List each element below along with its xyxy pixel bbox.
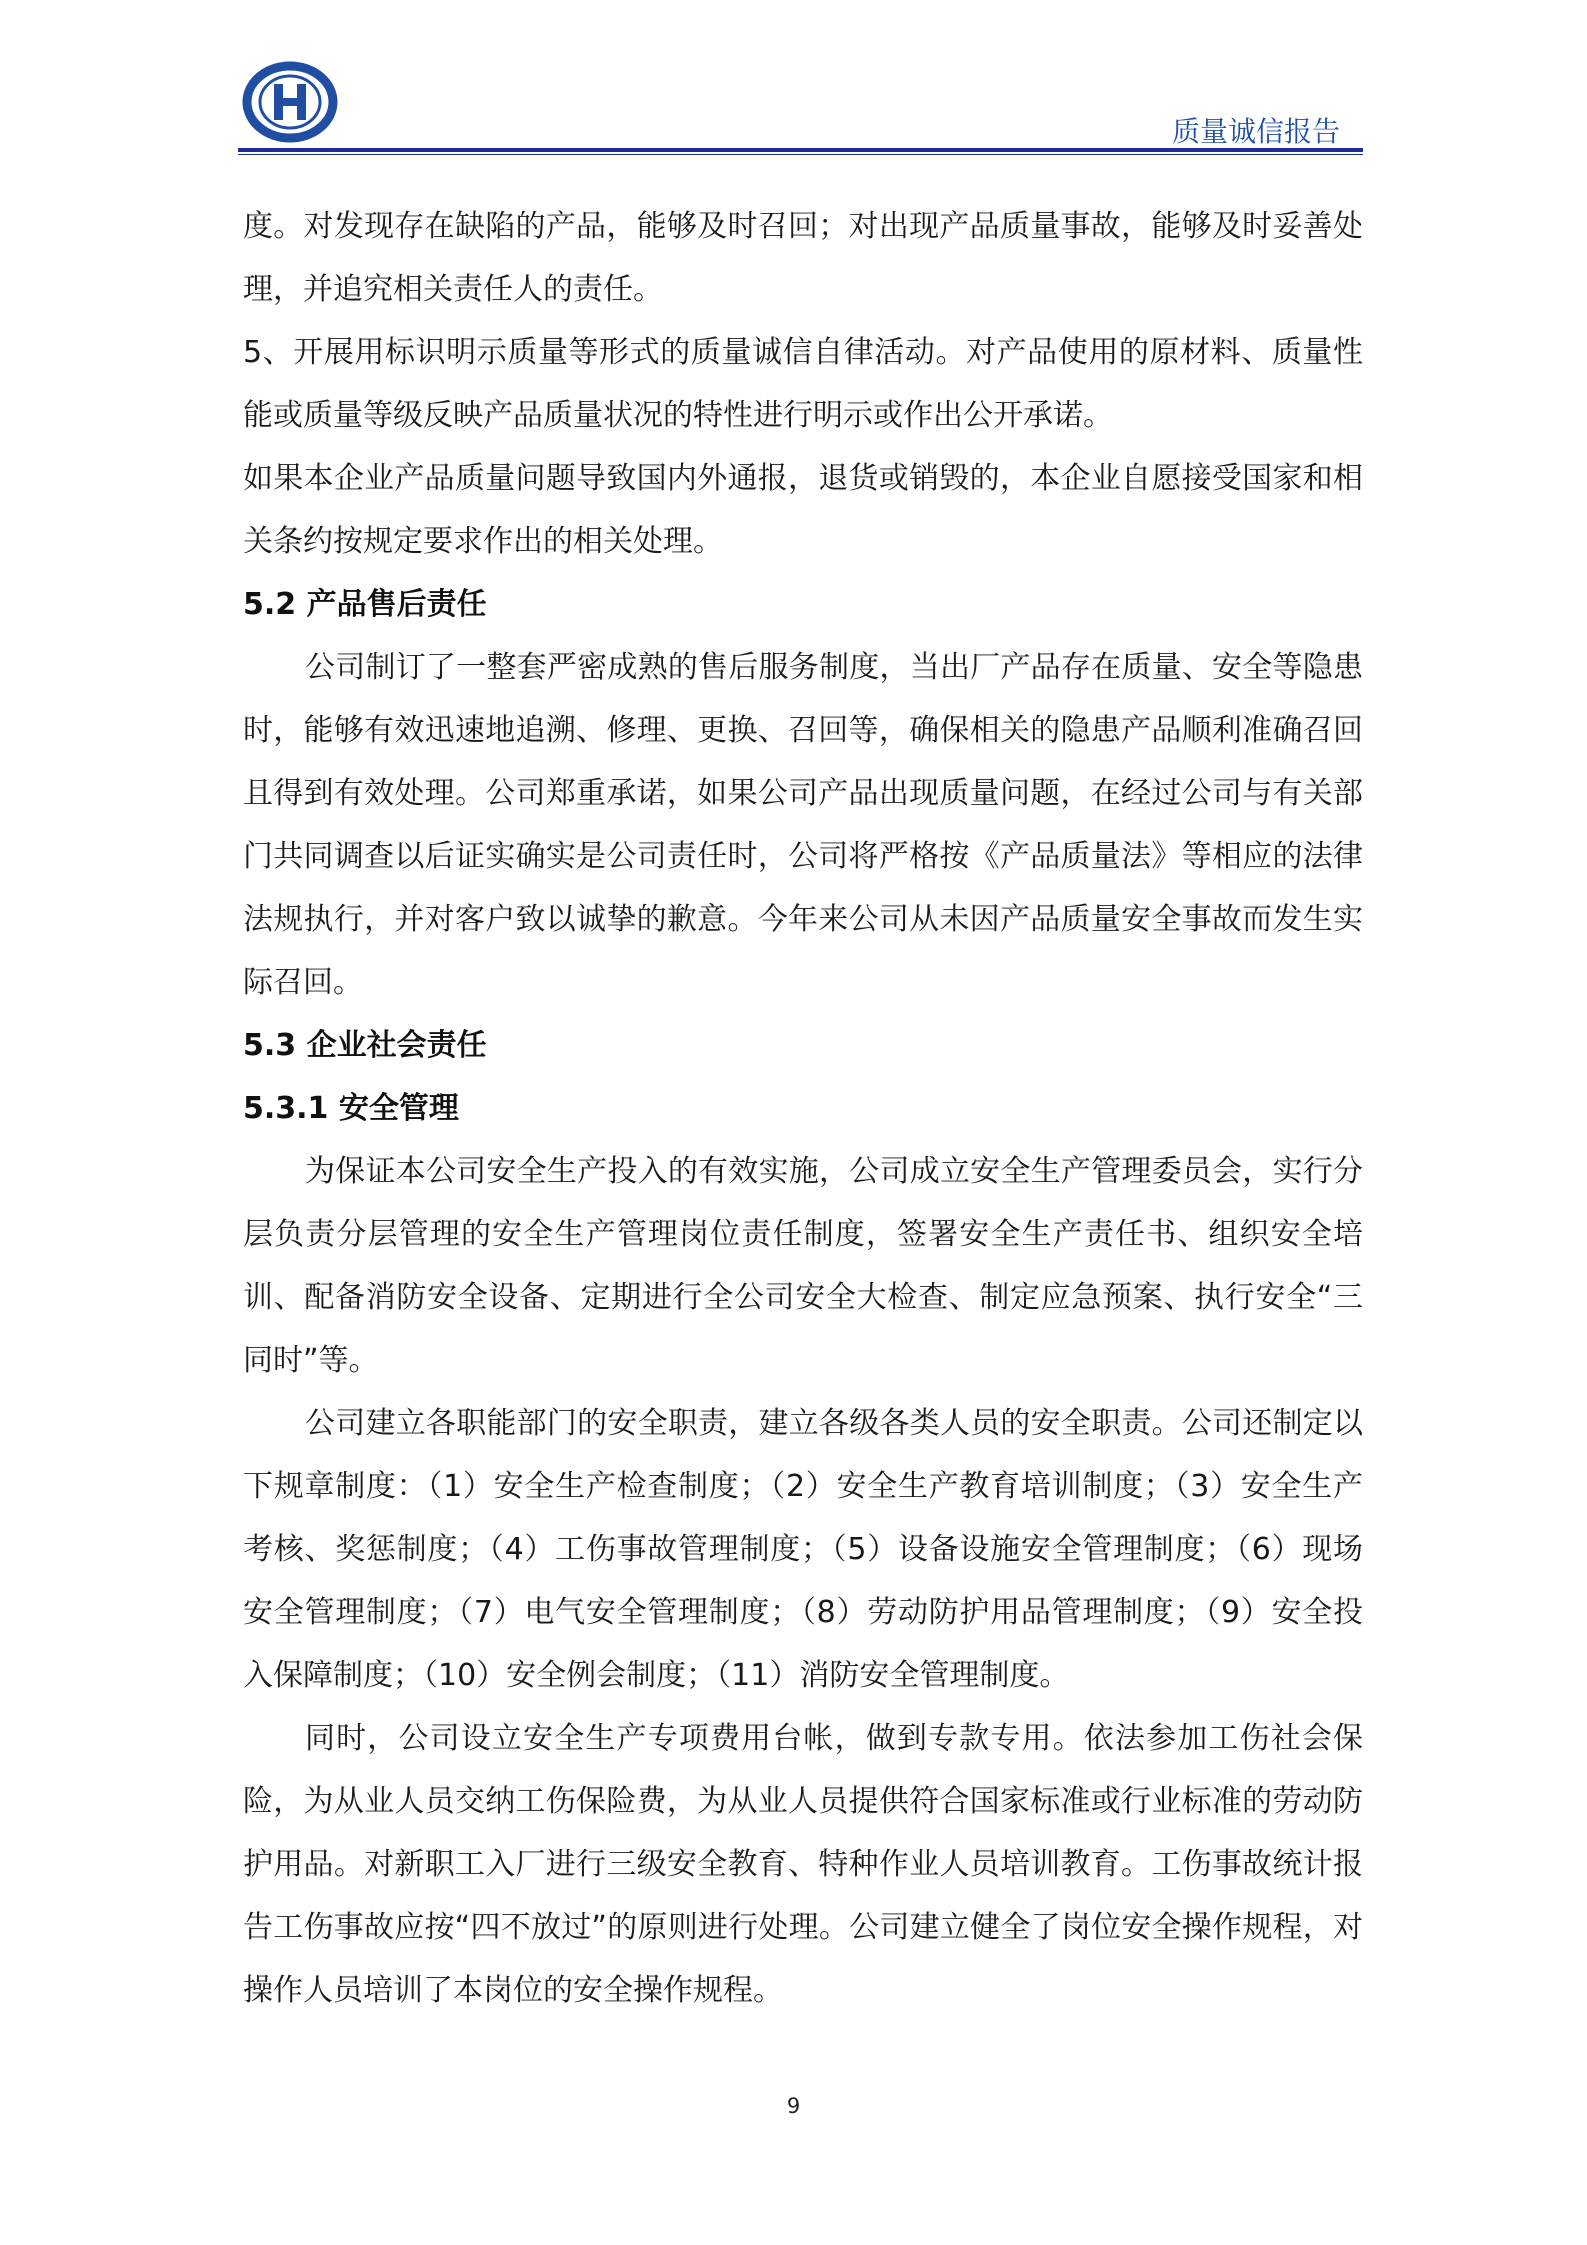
paragraph-quality-marking: 5、开展用标识明示质量等形式的质量诚信自律活动。对产品使用的原材料、质量性能或质量等级反映产品质量状况的特性进行明示或作出公开承诺。 bbox=[243, 335, 1363, 433]
paragraph-safety-rules: 公司建立各职能部门的安全职责，建立各级各类人员的安全职责。公司还制定以下规章制度：（1）安全生产检查制度；（2）安全生产教育培训制度；（3）安全生产考核、奖惩制度；（4）工伤事故管理制度；（5）设备设施安全管理制度；（6）现场安全管理制度；（7）电气安全管理制度；（8）劳动防护用品管理制度；（9）安全投入保障制度；（10）安全例会制度；（11）消防安全管理制度。 bbox=[243, 1406, 1363, 1693]
section-heading-5-2: 5.2 产品售后责任 bbox=[243, 587, 487, 622]
subsection-heading-5-3-1: 5.3.1 安全管理 bbox=[243, 1091, 459, 1126]
paragraph-notification: 如果本企业产品质量问题导致国内外通报，退货或销毁的，本企业自愿接受国家和相关条约按规定要求作出的相关处理。 bbox=[243, 461, 1363, 559]
company-logo-icon bbox=[238, 60, 342, 144]
header-divider-thin bbox=[238, 154, 1363, 155]
page-number: 9 bbox=[786, 2094, 801, 2118]
paragraph-safety-committee: 为保证本公司安全生产投入的有效实施，公司成立安全生产管理委员会，实行分层负责分层管理的安全生产管理岗位责任制度，签署安全生产责任书、组织安全培训、配备消防安全设备、定期进行全公司安全大检查、制定应急预案、执行安全“三同时”等。 bbox=[243, 1154, 1363, 1378]
header-divider bbox=[238, 148, 1363, 152]
document-body bbox=[243, 195, 1363, 2022]
paragraph-after-sales: 公司制订了一整套严密成熟的售后服务制度，当出厂产品存在质量、安全等隐患时，能够有效迅速地追溯、修理、更换、召回等，确保相关的隐患产品顺利准确召回且得到有效处理。公司郑重承诺，如果公司产品出现质量问题，在经过公司与有关部门共同调查以后证实确实是公司责任时，公司将严格按《产品质量法》等相应的法律法规执行，并对客户致以诚挚的歉意。今年来公司从未因产品质量安全事故而发生实际召回。 bbox=[243, 650, 1363, 1000]
paragraph-safety-funding: 同时，公司设立安全生产专项费用台帐，做到专款专用。依法参加工伤社会保险，为从业人员交纳工伤保险费，为从业人员提供符合国家标准或行业标准的劳动防护用品。对新职工入厂进行三级安全教育、特种作业人员培训教育。工伤事故统计报告工伤事故应按“四不放过”的原则进行处理。公司建立健全了岗位安全操作规程，对操作人员培训了本岗位的安全操作规程。 bbox=[243, 1721, 1363, 2008]
section-heading-5-3: 5.3 企业社会责任 bbox=[243, 1028, 487, 1063]
paragraph-recall: 度。对发现存在缺陷的产品，能够及时召回；对出现产品质量事故，能够及时妥善处理，并追究相关责任人的责任。 bbox=[243, 209, 1363, 307]
report-title: 质量诚信报告 bbox=[1171, 115, 1340, 148]
